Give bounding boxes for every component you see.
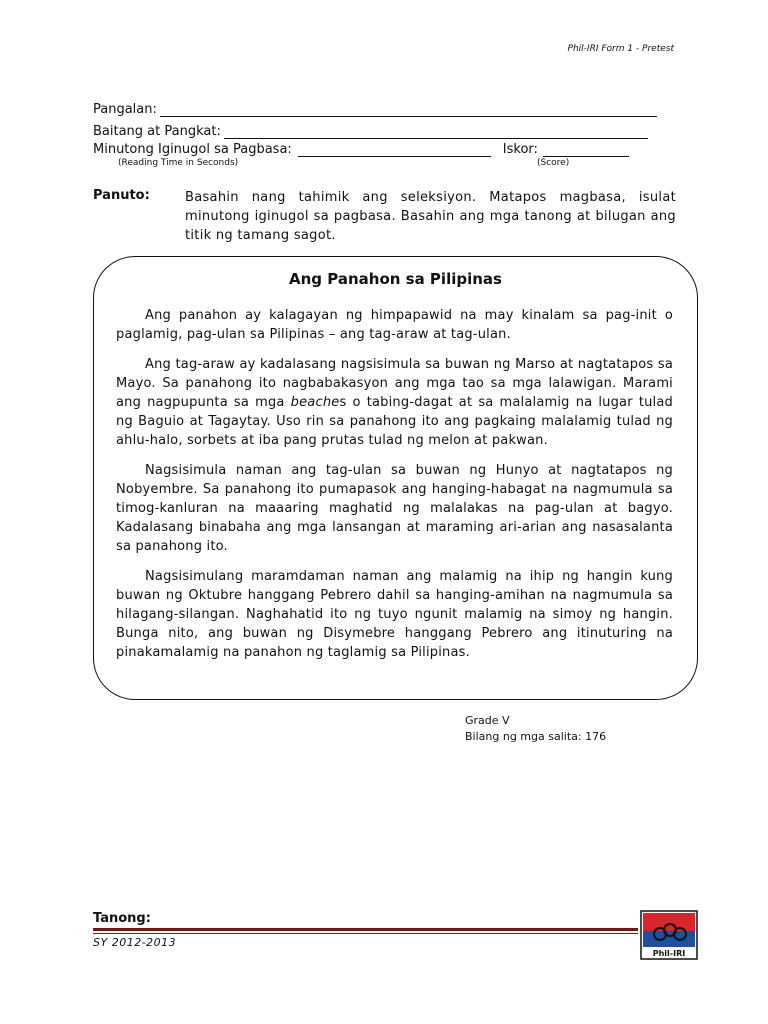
grade-line[interactable] [224, 126, 648, 139]
story-title: Ang Panahon sa Pilipinas [289, 270, 502, 288]
grade-label: Baitang at Pangkat: [93, 124, 221, 139]
phil-iri-logo-icon [640, 910, 698, 960]
instructions-label: Panuto: [93, 188, 150, 203]
time-field [93, 142, 629, 157]
story-paragraph-3: Nagsisimula naman ang tag-ulan sa buwan ng Hunyo at nagtatapos ng Nobyembre. Sa panahong ito pumapasok ang hanging-habagat na nagmumula sa timog-kanluran na maaaring maghatid ng malalakas na pag-ulan at bagyo. Kadalasang binabaha ang mga lansangan at maraming ari-arian ang nasasalanta sa panahong ito. [116, 463, 673, 554]
school-year: SY 2012-2013 [93, 936, 177, 949]
logo-text: Phil-IRI [652, 949, 686, 958]
footer-rule-thin [93, 933, 638, 934]
word-count: Bilang ng mga salita: 176 [465, 730, 607, 743]
time-sub-label: (Reading Time in Seconds) [118, 158, 239, 168]
story-meta [465, 713, 606, 745]
score-sub-label: (Score) [537, 158, 570, 168]
name-label: Pangalan: [93, 102, 157, 117]
story-paragraph-1: Ang panahon ay kalagayan ng himpapawid na may kinalam sa pag-init o paglamig, pag-ulan sa Pilipinas – ang tag-araw at tag-ulan. [116, 308, 673, 342]
footer-rule-thick [93, 928, 638, 931]
time-label: Minutong Iginugol sa Pagbasa: [93, 142, 292, 157]
questions-label: Tanong: [93, 911, 151, 926]
grade-field [93, 124, 648, 139]
score-label: Iskor: [502, 142, 538, 157]
instructions-text: Basahin nang tahimik ang seleksiyon. Matapos magbasa, isulat minutong iginugol sa pagbasa. Basahin ang mga tanong at bilugan ang titik ng tamang sagot. [185, 190, 676, 243]
time-line[interactable] [298, 144, 491, 157]
story-body [116, 306, 673, 673]
story-paragraph-2: Ang tag-araw ay kadalasang nagsisimula sa buwan ng Marso at nagtatapos sa Mayo. Sa panahong ito nagbabakasyon ang mga tao sa mga lalawigan. Marami ang nagpupunta sa mga beaches o tabing-dagat at sa malalamig na lugar tulad ng Baguio at Tagaytay. Uso rin sa panahong ito ang pagkaing malalamig tulad ng ahlu-halo, sorbets at iba pang prutas tulad ng melon at pakwan. [116, 357, 673, 448]
score-line[interactable] [543, 144, 629, 157]
italic-word: beache [290, 395, 340, 410]
name-field [93, 102, 657, 117]
form-label: Phil-IRI Form 1 - Pretest [567, 44, 674, 54]
story-paragraph-4: Nagsisimulang maramdaman naman ang malamig na ihip ng hangin kung buwan ng Oktubre hanggang Pebrero dahil sa hanging-amihan na nagmumula sa hilagang-silangan. Naghahatid ito ng tuyo ngunit malamig na simoy ng hangin. Bunga nito, ang buwan ng Disymebre hanggang Pebrero ang itinuturing na pinakamalamig na panahon ng taglamig sa Pilipinas. [116, 569, 673, 660]
grade-level: Grade V [465, 714, 510, 727]
name-line[interactable] [160, 104, 657, 117]
